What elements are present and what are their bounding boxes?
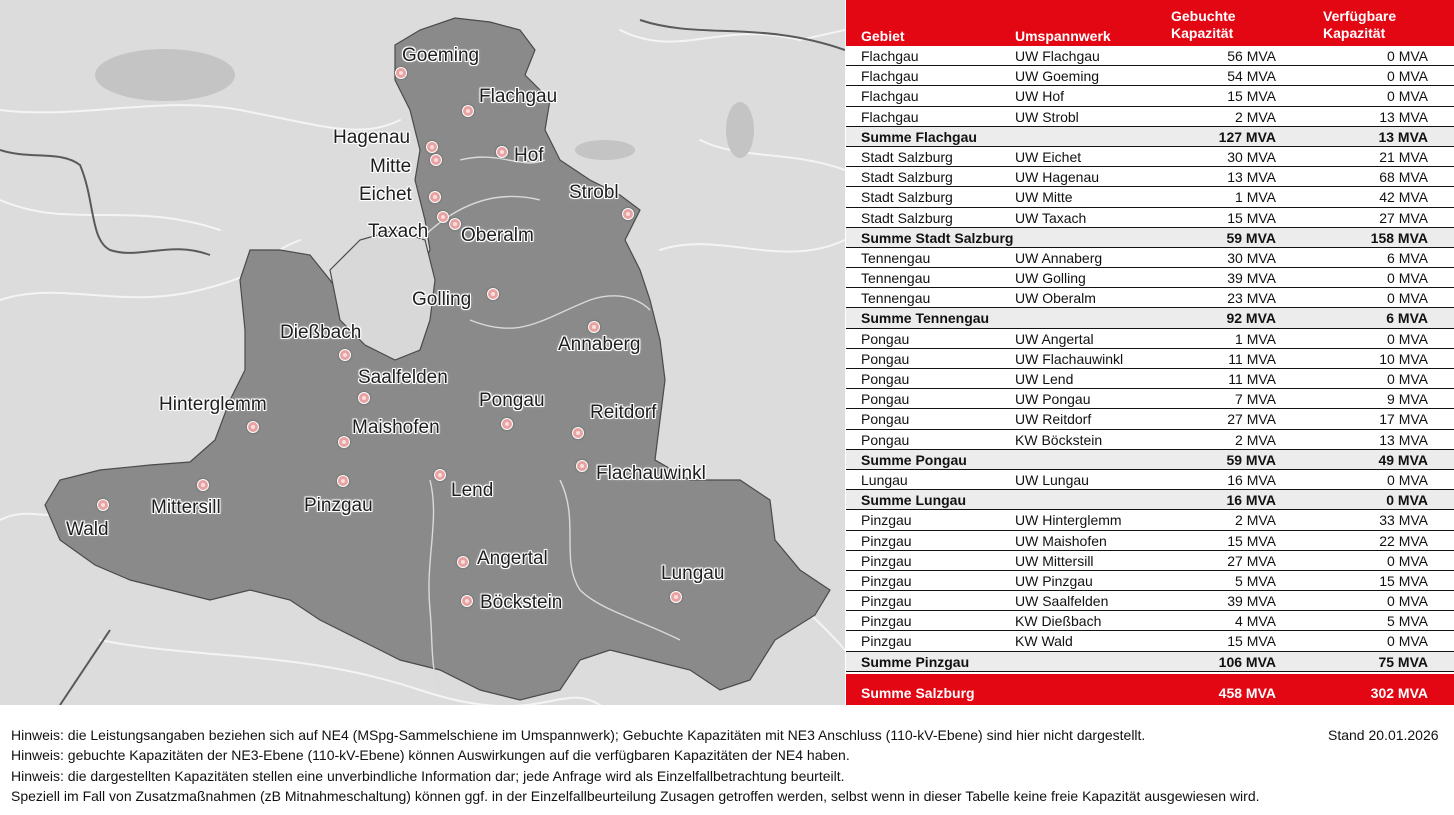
map-label-hagenau: Hagenau bbox=[333, 127, 411, 148]
cell-gebucht: 15 MVA bbox=[1227, 88, 1276, 105]
cell-umspannwerk: UW Mitte bbox=[1015, 189, 1073, 206]
cell-gebiet: Pinzgau bbox=[861, 572, 912, 589]
cell-gebucht: 39 MVA bbox=[1227, 270, 1276, 287]
cell-gebucht: 2 MVA bbox=[1235, 512, 1276, 529]
cell-gebucht: 5 MVA bbox=[1235, 572, 1276, 589]
substation-marker-pinzgau[interactable] bbox=[337, 475, 349, 487]
table-row bbox=[846, 329, 1454, 349]
cell-verfuegbar: 6 MVA bbox=[1387, 249, 1428, 266]
substation-marker-flachauwinkl[interactable] bbox=[576, 460, 588, 472]
cell-umspannwerk: UW Hagenau bbox=[1015, 169, 1100, 186]
map-label-saalfelden: Saalfelden bbox=[358, 367, 448, 388]
substation-marker-golling[interactable] bbox=[487, 288, 499, 300]
cell-verfuegbar: 5 MVA bbox=[1387, 613, 1428, 630]
cell-gebucht: 16 MVA bbox=[1226, 492, 1276, 509]
cell-gebiet: Pongau bbox=[861, 371, 910, 387]
cell-umspannwerk: UW Taxach bbox=[1015, 209, 1087, 226]
substation-marker-reitdorf[interactable] bbox=[572, 427, 584, 439]
substation-marker-angertal[interactable] bbox=[457, 556, 469, 568]
cell-verfuegbar: 0 MVA bbox=[1387, 290, 1428, 307]
cell-gebiet: Pongau bbox=[861, 411, 910, 428]
cell-gebiet: Flachgau bbox=[861, 88, 919, 105]
table-body bbox=[846, 46, 1454, 672]
cell-verfuegbar: 33 MVA bbox=[1379, 512, 1428, 529]
cell-gebucht: 39 MVA bbox=[1227, 593, 1276, 610]
notes bbox=[11, 726, 1451, 807]
cell-gebucht: 2 MVA bbox=[1235, 108, 1276, 125]
table-row bbox=[846, 551, 1454, 571]
cell-verfuegbar: 17 MVA bbox=[1379, 411, 1428, 428]
cell-verfuegbar: 13 MVA bbox=[1379, 431, 1428, 448]
table-row bbox=[846, 187, 1454, 207]
cell-verfuegbar: 10 MVA bbox=[1379, 350, 1428, 367]
cell-umspannwerk: UW Angertal bbox=[1015, 330, 1094, 347]
cell-umspannwerk: UW Oberalm bbox=[1015, 290, 1096, 307]
capacity-table bbox=[846, 0, 1454, 705]
cell-gebiet: Tennengau bbox=[861, 270, 931, 287]
cell-gebucht: 15 MVA bbox=[1227, 633, 1276, 650]
cell-umspannwerk: UW Pongau bbox=[1015, 391, 1091, 408]
cell-umspannwerk: UW Flachgau bbox=[1015, 48, 1100, 64]
cell-gebiet: Summe Pongau bbox=[861, 451, 967, 468]
map-label-goeming: Goeming bbox=[402, 45, 480, 66]
cell-verfuegbar: 0 MVA bbox=[1387, 48, 1428, 64]
substation-marker-saalfelden[interactable] bbox=[358, 392, 370, 404]
cell-umspannwerk: UW Hof bbox=[1015, 88, 1064, 105]
cell-verfuegbar: 158 MVA bbox=[1370, 229, 1428, 246]
map-label-pongau: Pongau bbox=[479, 390, 545, 411]
header-verfuegbar-2: Kapazität bbox=[1323, 25, 1386, 41]
header-gebucht-1: Gebuchte bbox=[1171, 8, 1236, 24]
cell-umspannwerk: UW Golling bbox=[1015, 270, 1086, 287]
cell-verfuegbar: 0 MVA bbox=[1387, 270, 1428, 287]
cell-gebucht: 92 MVA bbox=[1226, 310, 1276, 327]
cell-umspannwerk: UW Reitdorf bbox=[1015, 411, 1092, 428]
map-label-lend: Lend bbox=[451, 480, 494, 501]
map-label-lungau: Lungau bbox=[661, 563, 725, 584]
cell-umspannwerk: UW Hinterglemm bbox=[1015, 512, 1122, 529]
cell-gebucht: 56 MVA bbox=[1227, 48, 1276, 64]
cell-umspannwerk: UW Lungau bbox=[1015, 471, 1089, 488]
cell-gebiet: Lungau bbox=[861, 471, 908, 488]
map-label-flachgau: Flachgau bbox=[479, 86, 558, 107]
cell-umspannwerk: UW Strobl bbox=[1015, 108, 1079, 125]
cell-gebucht: 15 MVA bbox=[1227, 532, 1276, 549]
map-label-taxach: Taxach bbox=[368, 221, 429, 242]
map-label-oberalm: Oberalm bbox=[461, 225, 534, 246]
cell-verfuegbar: 0 MVA bbox=[1387, 330, 1428, 347]
substation-marker-lungau[interactable] bbox=[670, 591, 682, 603]
cell-gebucht: 7 MVA bbox=[1235, 391, 1276, 408]
cell-umspannwerk: UW Flachauwinkl bbox=[1015, 350, 1124, 367]
cell-umspannwerk: UW Annaberg bbox=[1015, 249, 1103, 266]
cell-gebiet: Summe Lungau bbox=[861, 492, 967, 509]
cell-verfuegbar: 13 MVA bbox=[1378, 128, 1428, 145]
total-verfuegbar: 302 MVA bbox=[1370, 685, 1428, 701]
cell-gebucht: 13 MVA bbox=[1227, 169, 1276, 186]
table-sum-row bbox=[846, 228, 1454, 248]
note-line: Hinweis: die Leistungsangaben beziehen sich auf NE4 (MSpg-Sammelschiene im Umspannwerk); Gebuchte Kapazitäten mit NE3 Anschluss (110-kV-Ebene) sind hier nicht dargestellt. bbox=[11, 727, 1146, 743]
cell-verfuegbar: 49 MVA bbox=[1378, 451, 1428, 468]
table-row bbox=[846, 591, 1454, 611]
cell-gebiet: Pongau bbox=[861, 350, 910, 367]
cell-gebucht: 54 MVA bbox=[1227, 68, 1276, 85]
cell-verfuegbar: 13 MVA bbox=[1379, 108, 1428, 125]
table-row bbox=[846, 288, 1454, 308]
map-label-pinzgau: Pinzgau bbox=[304, 495, 373, 516]
cell-gebiet: Stadt Salzburg bbox=[861, 148, 953, 165]
table-row bbox=[846, 46, 1454, 66]
cell-verfuegbar: 75 MVA bbox=[1378, 653, 1428, 670]
cell-umspannwerk: KW Wald bbox=[1015, 633, 1073, 650]
table-sum-row bbox=[846, 308, 1454, 328]
cell-gebiet: Pinzgau bbox=[861, 633, 912, 650]
map-label-boeckstein: Böckstein bbox=[480, 592, 563, 613]
table-row bbox=[846, 571, 1454, 591]
cell-gebiet: Pinzgau bbox=[861, 532, 912, 549]
cell-gebiet: Pinzgau bbox=[861, 512, 912, 529]
table-row bbox=[846, 167, 1454, 187]
cell-verfuegbar: 42 MVA bbox=[1379, 189, 1428, 206]
map-label-eichet: Eichet bbox=[359, 184, 412, 205]
table-sum-row bbox=[846, 127, 1454, 147]
substation-marker-goeming[interactable] bbox=[395, 67, 407, 79]
header-gebiet: Gebiet bbox=[861, 28, 905, 44]
table-row bbox=[846, 147, 1454, 167]
substation-marker-flachgau[interactable] bbox=[462, 105, 474, 117]
cell-umspannwerk: KW Dießbach bbox=[1015, 613, 1102, 630]
map-label-annaberg: Annaberg bbox=[558, 334, 641, 355]
substation-marker-strobl[interactable] bbox=[622, 208, 634, 220]
cell-gebucht: 30 MVA bbox=[1227, 249, 1276, 266]
cell-gebucht: 27 MVA bbox=[1227, 411, 1276, 428]
cell-gebucht: 2 MVA bbox=[1235, 431, 1276, 448]
cell-umspannwerk: UW Lend bbox=[1015, 371, 1074, 387]
substation-marker-wald[interactable] bbox=[97, 499, 109, 511]
table-sum-row bbox=[846, 490, 1454, 510]
cell-gebucht: 15 MVA bbox=[1227, 209, 1276, 226]
table-row bbox=[846, 531, 1454, 551]
cell-gebucht: 23 MVA bbox=[1227, 290, 1276, 307]
table-row bbox=[846, 66, 1454, 86]
table-row bbox=[846, 430, 1454, 450]
cell-gebiet: Summe Tennengau bbox=[861, 310, 990, 327]
substation-marker-mitte[interactable] bbox=[430, 154, 442, 166]
cell-umspannwerk: UW Maishofen bbox=[1015, 532, 1107, 549]
substation-marker-hagenau[interactable] bbox=[426, 141, 438, 153]
map-label-reitdorf: Reitdorf bbox=[590, 402, 657, 423]
header-umspannwerk: Umspannwerk bbox=[1015, 28, 1111, 44]
cell-gebiet: Flachgau bbox=[861, 68, 919, 85]
cell-gebiet: Summe Pinzgau bbox=[861, 653, 970, 670]
cell-verfuegbar: 0 MVA bbox=[1387, 68, 1428, 85]
cell-gebiet: Pongau bbox=[861, 330, 910, 347]
cell-verfuegbar: 0 MVA bbox=[1387, 371, 1428, 387]
cell-gebiet: Pongau bbox=[861, 431, 910, 448]
substation-marker-annaberg[interactable] bbox=[588, 321, 600, 333]
cell-verfuegbar: 22 MVA bbox=[1379, 532, 1428, 549]
cell-gebucht: 59 MVA bbox=[1226, 451, 1276, 468]
table-row bbox=[846, 470, 1454, 490]
table-row bbox=[846, 107, 1454, 127]
total-gebucht: 458 MVA bbox=[1218, 685, 1276, 701]
cell-verfuegbar: 27 MVA bbox=[1379, 209, 1428, 226]
cell-gebiet: Pinzgau bbox=[861, 593, 912, 610]
table-sum-row bbox=[846, 652, 1454, 672]
note-line: Speziell im Fall von Zusatzmaßnahmen (zB Mitnahmeschaltung) können ggf. in der Einzelfallbeurteilung Zusagen getroffen werden, selbst wenn in dieser Tabelle keine freie Kapazität ausgewiesen wird. bbox=[11, 787, 1260, 804]
cell-gebiet: Stadt Salzburg bbox=[861, 209, 953, 226]
cell-gebucht: 16 MVA bbox=[1227, 471, 1276, 488]
cell-gebiet: Pinzgau bbox=[861, 552, 912, 569]
header-gebucht-2: Kapazität bbox=[1171, 25, 1234, 41]
map-label-hinterglemm: Hinterglemm bbox=[159, 394, 267, 415]
cell-gebucht: 59 MVA bbox=[1226, 229, 1276, 246]
cell-umspannwerk: UW Goeming bbox=[1015, 68, 1100, 85]
cell-gebiet: Pongau bbox=[861, 391, 910, 408]
cell-verfuegbar: 0 MVA bbox=[1387, 552, 1428, 569]
cell-gebiet: Stadt Salzburg bbox=[861, 189, 953, 206]
map-label-wald: Wald bbox=[66, 519, 109, 540]
cell-gebucht: 1 MVA bbox=[1235, 330, 1276, 347]
map-label-golling: Golling bbox=[412, 289, 472, 310]
cell-umspannwerk: UW Eichet bbox=[1015, 148, 1082, 165]
substation-marker-maishofen[interactable] bbox=[338, 436, 350, 448]
table-row bbox=[846, 409, 1454, 429]
cell-gebiet: Stadt Salzburg bbox=[861, 169, 953, 186]
map-label-angertal: Angertal bbox=[477, 548, 548, 569]
table-sum-row bbox=[846, 450, 1454, 470]
substation-marker-diessbach[interactable] bbox=[339, 349, 351, 361]
cell-gebucht: 11 MVA bbox=[1228, 350, 1276, 367]
cell-gebiet: Summe Flachgau bbox=[861, 128, 977, 145]
table-row bbox=[846, 631, 1454, 651]
substation-marker-hinterglemm[interactable] bbox=[247, 421, 259, 433]
cell-gebucht: 27 MVA bbox=[1227, 552, 1276, 569]
substation-marker-mittersill[interactable] bbox=[197, 479, 209, 491]
cell-verfuegbar: 6 MVA bbox=[1386, 310, 1428, 327]
table-total-row bbox=[846, 674, 1454, 705]
cell-gebiet: Flachgau bbox=[861, 108, 919, 125]
table-row bbox=[846, 389, 1454, 409]
cell-gebiet: Summe Stadt Salzburg bbox=[861, 229, 1014, 246]
substation-marker-hof[interactable] bbox=[496, 146, 508, 158]
map-label-maishofen: Maishofen bbox=[352, 417, 440, 438]
map-label-flachauwinkl: Flachauwinkl bbox=[596, 463, 706, 484]
cell-gebucht: 127 MVA bbox=[1218, 128, 1276, 145]
map-label-hof: Hof bbox=[514, 145, 544, 166]
cell-verfuegbar: 0 MVA bbox=[1387, 88, 1428, 105]
note-line: Hinweis: die dargestellten Kapazitäten stellen eine unverbindliche Information dar; jede Anfrage wird als Einzelfallbetrachtung beurteilt. bbox=[11, 767, 845, 784]
note-line: Hinweis: gebuchte Kapazitäten der NE3-Ebene (110-kV-Ebene) können Auswirkungen auf die verfügbaren Kapazitäten der NE4 haben. bbox=[11, 747, 850, 764]
cell-gebucht: 4 MVA bbox=[1235, 613, 1276, 630]
cell-verfuegbar: 0 MVA bbox=[1387, 593, 1428, 610]
header-verfuegbar-1: Verfügbare bbox=[1323, 8, 1397, 24]
map-label-mittersill: Mittersill bbox=[151, 497, 221, 518]
table-header bbox=[846, 0, 1454, 46]
stand-date: Stand 20.01.2026 bbox=[1328, 727, 1439, 743]
total-label: Summe Salzburg bbox=[861, 685, 975, 701]
table-row bbox=[846, 208, 1454, 228]
cell-verfuegbar: 21 MVA bbox=[1379, 148, 1428, 165]
substation-marker-pongau[interactable] bbox=[501, 418, 513, 430]
cell-verfuegbar: 9 MVA bbox=[1387, 391, 1428, 408]
substation-marker-eichet[interactable] bbox=[429, 191, 441, 203]
map-label-mitte: Mitte bbox=[370, 156, 412, 177]
cell-gebiet: Tennengau bbox=[861, 290, 931, 307]
cell-umspannwerk: KW Böckstein bbox=[1015, 431, 1103, 448]
cell-umspannwerk: UW Saalfelden bbox=[1015, 593, 1109, 610]
table-row bbox=[846, 86, 1454, 106]
table-row bbox=[846, 268, 1454, 288]
cell-gebucht: 106 MVA bbox=[1218, 653, 1276, 670]
cell-gebucht: 30 MVA bbox=[1227, 148, 1276, 165]
table-row bbox=[846, 611, 1454, 631]
cell-verfuegbar: 0 MVA bbox=[1387, 471, 1428, 488]
cell-verfuegbar: 0 MVA bbox=[1386, 492, 1428, 509]
cell-umspannwerk: UW Mittersill bbox=[1015, 552, 1094, 569]
table-row bbox=[846, 349, 1454, 369]
table-row bbox=[846, 369, 1454, 389]
table-row bbox=[846, 510, 1454, 530]
cell-gebucht: 11 MVA bbox=[1228, 371, 1276, 387]
map-label-strobl: Strobl bbox=[569, 182, 619, 203]
map-label-diessbach: Dießbach bbox=[280, 322, 362, 343]
cell-gebiet: Flachgau bbox=[861, 48, 919, 64]
cell-gebiet: Tennengau bbox=[861, 249, 931, 266]
substation-marker-lend[interactable] bbox=[434, 469, 446, 481]
cell-gebucht: 1 MVA bbox=[1235, 189, 1276, 206]
table-row bbox=[846, 248, 1454, 268]
cell-umspannwerk: UW Pinzgau bbox=[1015, 572, 1093, 589]
substation-marker-boeckstein[interactable] bbox=[461, 595, 473, 607]
substation-marker-oberalm[interactable] bbox=[449, 218, 461, 230]
cell-verfuegbar: 15 MVA bbox=[1379, 572, 1428, 589]
cell-verfuegbar: 0 MVA bbox=[1387, 633, 1428, 650]
cell-gebiet: Pinzgau bbox=[861, 613, 912, 630]
substation-marker-taxach[interactable] bbox=[437, 211, 449, 223]
cell-verfuegbar: 68 MVA bbox=[1379, 169, 1428, 186]
